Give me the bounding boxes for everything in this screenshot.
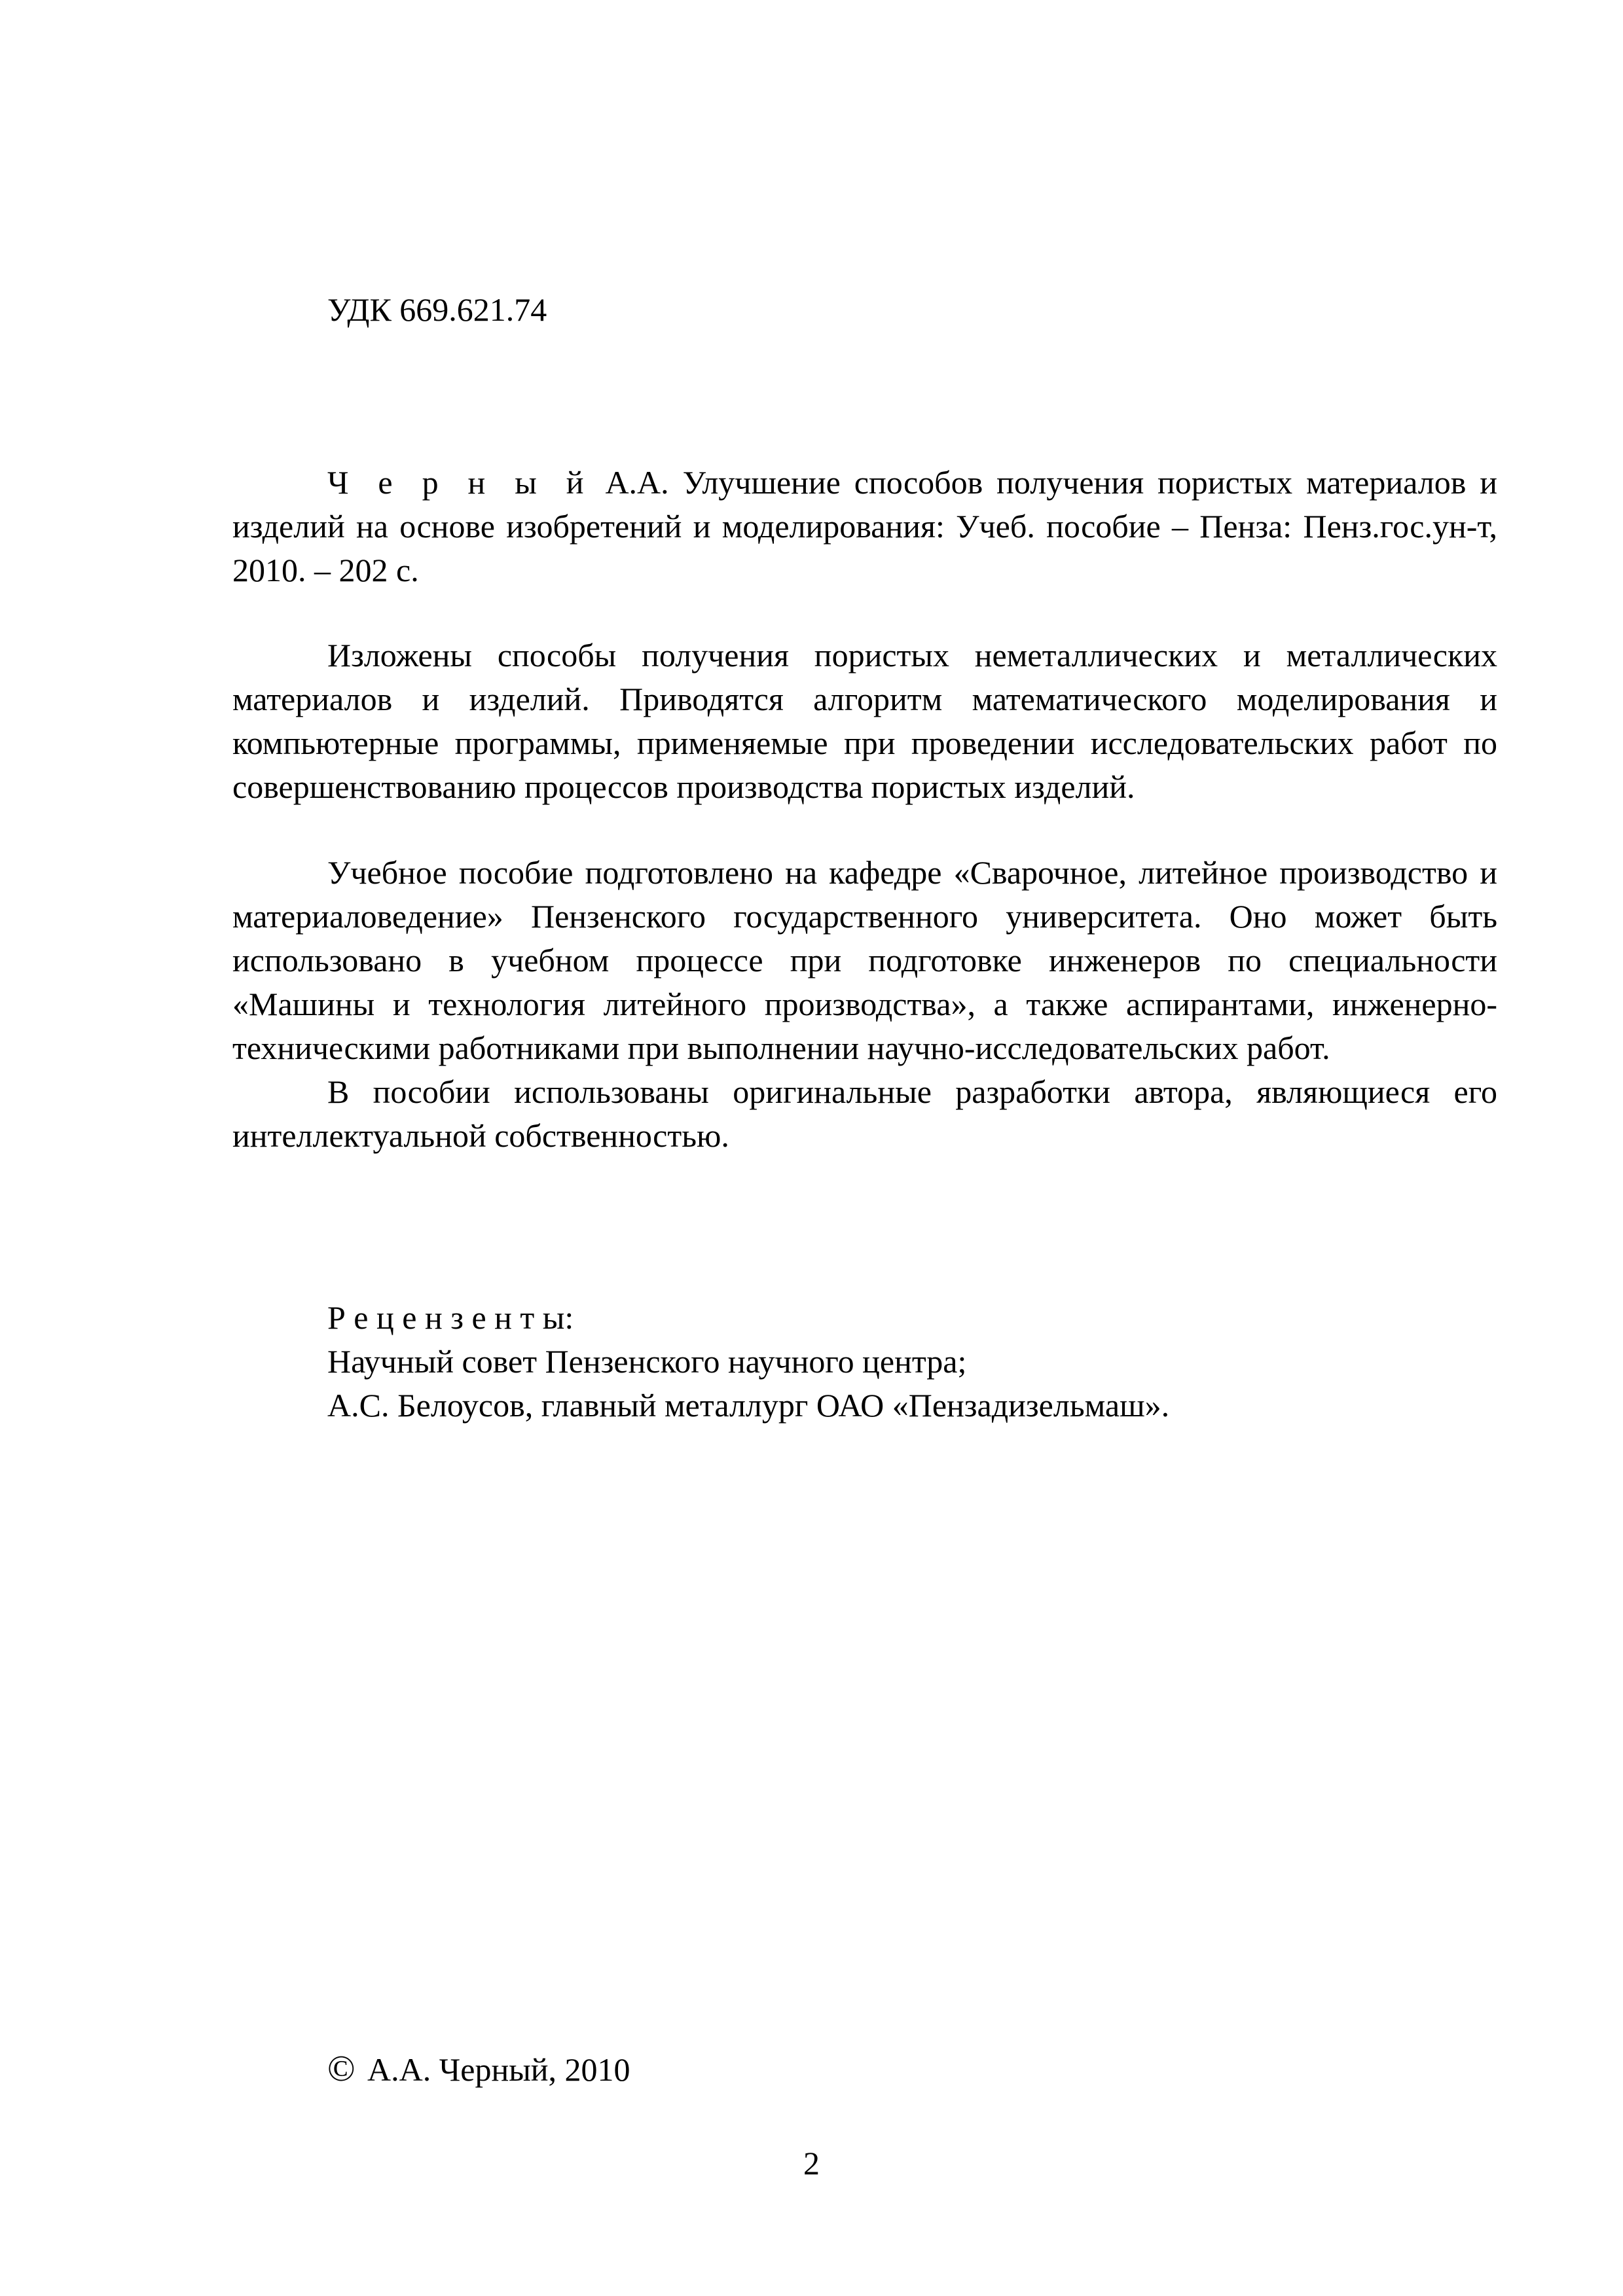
udk-code: УДК 669.621.74: [327, 291, 547, 328]
citation-author: Ч е р н ы й: [327, 464, 592, 501]
copyright-text: А.А. Черный, 2010: [359, 2051, 630, 2088]
citation-text: А.А. Улучшение способов получения пористых материалов и изделий на основе изобретений и моделирования: Учеб. пособие – Пенза: Пенз.гос.ун-т, 2010. – 202 с.: [232, 464, 1497, 588]
reviewer-item: Научный совет Пензенского научного центра;: [327, 1343, 967, 1380]
reviewers-block: [327, 1296, 1169, 1427]
copyright-line: [327, 2047, 630, 2092]
copyright-icon: ©: [327, 2049, 356, 2089]
reviewers-heading: Р е ц е н з е н т ы:: [327, 1299, 574, 1336]
abstract-paragraph: В пособии использованы оригинальные разработки автора, являющиеся его интеллектуальной собственностью.: [232, 1073, 1497, 1154]
page-number: 2: [803, 2145, 820, 2181]
abstract-paragraph: Учебное пособие подготовлено на кафедре «Сварочное, литейное производство и материаловедение» Пензенского государственного университета. Оно может быть использовано в учебном процессе при подготовке инженеров по специальности «Машины и технология литейного производства», а также аспирантами, инженерно-техническими работниками при выполнении научно-исследовательских работ.: [232, 854, 1497, 1066]
reviewer-item: А.С. Белоусов, главный металлург ОАО «Пензадизельмаш».: [327, 1387, 1170, 1424]
abstract: [232, 634, 1497, 1158]
bibliographic-citation: [232, 461, 1497, 592]
abstract-paragraph: Изложены способы получения пористых неметаллических и металлических материалов и изделий. Приводятся алгоритм математического моделирования и компьютерные программы, применяемые при проведении исследовательских работ по совершенствованию процессов производства пористых изделий.: [232, 637, 1497, 805]
